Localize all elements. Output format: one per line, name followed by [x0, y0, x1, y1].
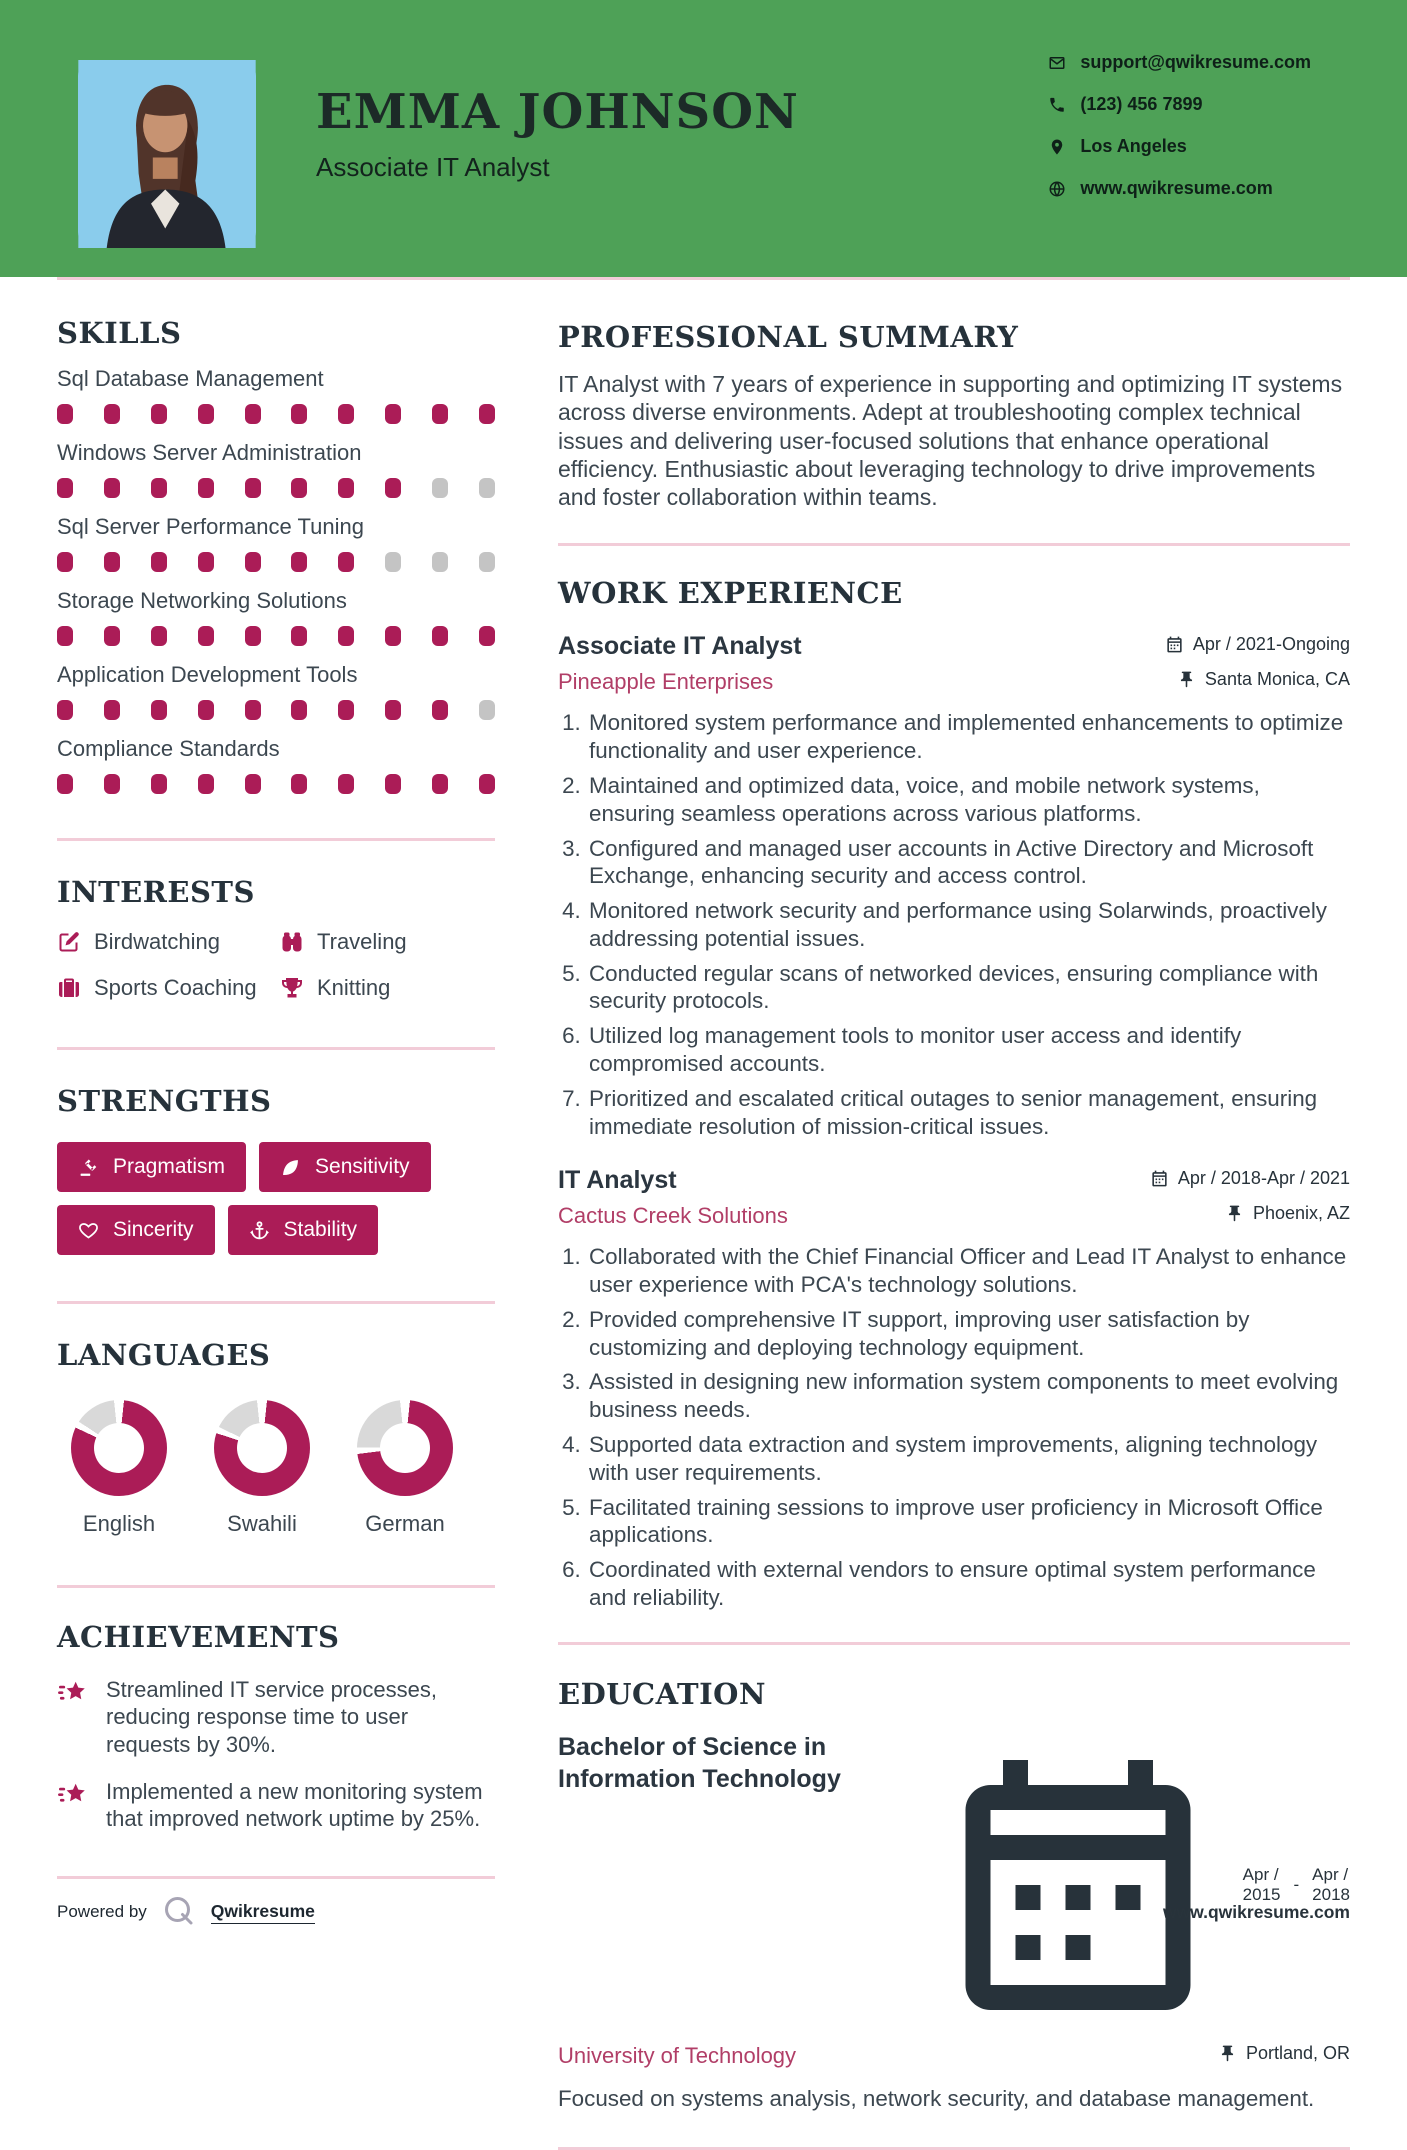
skill-dot-filled — [432, 774, 448, 794]
skill-item — [57, 514, 495, 572]
profile-photo — [78, 60, 256, 248]
job-bullet: 3. Configured and managed user accounts in Active Directory and Microsoft Exchange, enhancing security and access control. — [587, 835, 1350, 891]
language-donut-chart — [214, 1400, 310, 1496]
strength-badges — [57, 1142, 495, 1255]
languages-heading: LANGUAGES — [57, 1338, 271, 1372]
job-bullet: 7. Prioritized and escalated critical outages to senior management, ensuring immediate resolution of mission-critical issues. — [587, 1085, 1350, 1141]
skill-item — [57, 588, 495, 646]
skill-dot-filled — [338, 700, 354, 720]
job-bullet: 1. Collaborated with the Chief Financial Officer and Lead IT Analyst to enhance user experience with PCA's technology solutions. — [587, 1243, 1350, 1299]
skill-dot-filled — [198, 552, 214, 572]
section-divider — [57, 1876, 495, 1879]
email-icon — [1048, 54, 1066, 72]
interest-item — [57, 975, 280, 1001]
skill-dot-empty — [479, 552, 495, 572]
education-heading: EDUCATION — [558, 1676, 766, 1711]
contact-website-text: www.qwikresume.com — [1080, 178, 1273, 198]
education-header — [558, 1731, 1350, 2035]
skill-dot-filled — [104, 700, 120, 720]
skill-dot-filled — [198, 774, 214, 794]
section-divider — [57, 1301, 495, 1304]
job-bullet: 5. Conducted regular scans of networked devices, ensuring compliance with security protocols. — [587, 960, 1350, 1016]
skill-dot-empty — [385, 552, 401, 572]
job-dates — [1165, 634, 1350, 655]
skill-dot-filled — [479, 404, 495, 424]
skill-dot-filled — [245, 404, 261, 424]
skill-dot-empty — [479, 700, 495, 720]
skill-dot-filled — [57, 552, 73, 572]
skill-rating — [57, 404, 495, 424]
education-location — [1218, 2043, 1350, 2064]
achievement-text: Implemented a new monitoring system that improved network uptime by 25%. — [106, 1778, 483, 1832]
right-column — [558, 280, 1350, 2150]
contact-email[interactable] — [1048, 52, 1311, 73]
skill-dot-filled — [245, 626, 261, 646]
section-divider — [558, 543, 1350, 546]
achievements-heading: ACHIEVEMENTS — [57, 1620, 340, 1654]
skill-dot-filled — [291, 404, 307, 424]
strengths-heading: STRENGTHS — [57, 1084, 272, 1118]
strength-label: Stability — [283, 1218, 358, 1241]
strength-badge — [57, 1142, 246, 1192]
skill-dot-filled — [57, 626, 73, 646]
job-bullet: 5. Facilitated training sessions to improve user proficiency in Microsoft Office applications. — [587, 1494, 1350, 1550]
person-name: EMMA JOHNSON — [316, 84, 799, 140]
powered-by-block — [57, 1893, 315, 1931]
skill-name: Compliance Standards — [57, 736, 280, 761]
skill-dot-filled — [245, 552, 261, 572]
skill-dot-filled — [151, 700, 167, 720]
achievement-text: Streamlined IT service processes, reducing response time to user requests by 30%. — [106, 1677, 437, 1757]
job-bullet: 6. Utilized log management tools to monitor user access and identify compromised accounts. — [587, 1022, 1350, 1078]
degree-title: Bachelor of Science in Information Technology — [558, 1732, 841, 1794]
job-location-text: Phoenix, AZ — [1252, 1203, 1350, 1224]
skill-dot-filled — [198, 478, 214, 498]
pushpin-icon — [1177, 670, 1196, 689]
language-item — [71, 1400, 167, 1537]
skill-dot-filled — [338, 552, 354, 572]
interest-label: Sports Coaching — [94, 975, 257, 1000]
skill-dot-filled — [57, 404, 73, 424]
language-item — [357, 1400, 453, 1537]
qwikresume-logo-icon — [160, 1893, 198, 1931]
skill-dot-filled — [151, 774, 167, 794]
job-entry — [558, 1166, 1350, 1611]
language-label: German — [365, 1511, 445, 1536]
skill-item — [57, 440, 495, 498]
education-start-month: Apr / — [1242, 1864, 1279, 1884]
achievement-item — [57, 1778, 495, 1833]
skill-dot-filled — [245, 700, 261, 720]
contact-email-text: support@qwikresume.com — [1080, 52, 1311, 72]
qwikresume-brand-link[interactable]: Qwikresume — [211, 1901, 315, 1924]
header-band — [0, 0, 1407, 277]
summary-text: IT Analyst with 7 years of experience in supporting and optimizing IT systems across diverse environments. Adept at troubleshooting complex technical issues and delivering user-focused solutions that enhance operational efficiency. Enthusiastic about leveraging technology to drive improvements and foster collaboration within teams. — [558, 371, 1343, 511]
achievement-list — [57, 1676, 495, 1832]
pencil-square-icon — [57, 930, 81, 954]
skill-dot-filled — [291, 700, 307, 720]
globe-icon — [1048, 180, 1066, 198]
contact-phone — [1048, 94, 1311, 115]
company-name: Pineapple Enterprises — [558, 669, 774, 695]
languages-section — [57, 1338, 495, 1537]
skill-dot-filled — [385, 404, 401, 424]
job-bullet: 2. Maintained and optimized data, voice, and mobile network systems, ensuring seamless operations across various platforms. — [587, 772, 1350, 828]
skill-dot-filled — [151, 626, 167, 646]
skill-dot-filled — [104, 774, 120, 794]
achievement-item — [57, 1676, 495, 1758]
calendar-icon — [928, 1735, 1228, 2035]
skill-dot-filled — [385, 478, 401, 498]
interest-item — [57, 929, 280, 955]
skills-section — [57, 316, 495, 794]
language-donut-chart — [71, 1400, 167, 1496]
language-label: Swahili — [227, 1511, 297, 1536]
section-divider — [57, 1047, 495, 1050]
briefcase-icon — [57, 976, 81, 1000]
skill-rating — [57, 626, 495, 646]
company-name: Cactus Creek Solutions — [558, 1203, 788, 1229]
interest-label: Birdwatching — [94, 929, 220, 954]
interest-label: Traveling — [317, 929, 407, 954]
skill-name: Sql Database Management — [57, 366, 324, 391]
experience-section — [558, 576, 1350, 1611]
interest-label: Knitting — [317, 975, 391, 1000]
skill-dot-filled — [104, 552, 120, 572]
shooting-star-icon — [57, 1678, 89, 1710]
skill-rating — [57, 700, 495, 720]
language-charts — [57, 1400, 495, 1537]
education-dates — [928, 1735, 1350, 2035]
job-location — [1225, 1203, 1350, 1224]
calendar-icon — [1165, 635, 1184, 654]
job-bullet: 2. Provided comprehensive IT support, improving user satisfaction by customizing and deploying technology equipment. — [587, 1306, 1350, 1362]
job-bullet: 4. Supported data extraction and system improvements, aligning technology with user requirements. — [587, 1431, 1350, 1487]
summary-heading: PROFESSIONAL SUMMARY — [558, 320, 1019, 354]
job-bullet: 1. Monitored system performance and implemented enhancements to optimize functionality and user experience. — [587, 709, 1350, 765]
skill-dot-filled — [57, 478, 73, 498]
location-icon — [1048, 138, 1066, 156]
skill-dot-filled — [245, 774, 261, 794]
achievements-section — [57, 1620, 495, 1832]
skill-dot-filled — [151, 552, 167, 572]
job-date-text: Apr / 2021-Ongoing — [1192, 634, 1350, 655]
skill-dot-filled — [338, 478, 354, 498]
skill-name: Windows Server Administration — [57, 440, 362, 465]
job-company-row — [558, 1203, 1350, 1229]
interest-item — [280, 975, 495, 1001]
phone-icon — [1048, 96, 1066, 114]
strength-badge — [57, 1205, 215, 1255]
job-bullet-list — [558, 1243, 1350, 1611]
calendar-icon — [1150, 1169, 1169, 1188]
skill-dot-filled — [104, 626, 120, 646]
skill-dot-filled — [291, 774, 307, 794]
pushpin-icon — [1218, 2044, 1237, 2063]
skill-name: Application Development Tools — [57, 662, 358, 687]
education-start-year: 2015 — [1242, 1884, 1281, 1904]
strength-label: Sincerity — [113, 1218, 194, 1241]
skill-dot-filled — [385, 774, 401, 794]
pushpin-icon — [1225, 1204, 1244, 1223]
anchor-icon — [249, 1220, 270, 1241]
skill-dot-filled — [57, 700, 73, 720]
skill-dot-filled — [338, 626, 354, 646]
strength-badge — [259, 1142, 431, 1192]
job-bullet-list — [558, 709, 1350, 1140]
experience-heading: WORK EXPERIENCE — [558, 576, 903, 611]
skill-dot-filled — [385, 700, 401, 720]
education-location-text: Portland, OR — [1245, 2042, 1350, 2063]
skill-dot-filled — [57, 774, 73, 794]
job-bullet: 3. Assisted in designing new information system components to meet evolving business needs. — [587, 1368, 1350, 1424]
trophy-icon — [280, 976, 304, 1000]
skill-dot-filled — [432, 626, 448, 646]
leaf-icon — [280, 1157, 301, 1178]
strength-label: Sensitivity — [315, 1155, 410, 1178]
skill-dot-filled — [432, 700, 448, 720]
page-footer — [57, 1893, 1350, 1931]
heart-icon — [78, 1220, 99, 1241]
education-end-month: Apr / — [1312, 1864, 1349, 1884]
skill-item — [57, 736, 495, 794]
skill-rating — [57, 552, 495, 572]
skill-dot-filled — [291, 552, 307, 572]
job-title: Associate IT Analyst — [558, 632, 802, 661]
skill-dot-filled — [338, 774, 354, 794]
skill-dot-empty — [432, 552, 448, 572]
identity-block — [316, 84, 799, 277]
skill-dot-filled — [479, 626, 495, 646]
language-donut-chart — [357, 1400, 453, 1496]
skill-rating — [57, 774, 495, 794]
job-header — [558, 1166, 1350, 1195]
skill-dot-filled — [291, 626, 307, 646]
job-dates — [1150, 1168, 1350, 1189]
job-location-text: Santa Monica, CA — [1204, 669, 1350, 690]
job-title: IT Analyst — [558, 1166, 677, 1195]
job-location — [1177, 669, 1350, 690]
job-header — [558, 632, 1350, 661]
skill-dot-filled — [338, 404, 354, 424]
skill-dot-filled — [104, 478, 120, 498]
skill-dot-filled — [291, 478, 307, 498]
skill-dot-filled — [479, 774, 495, 794]
contact-phone-text: (123) 456 7899 — [1080, 94, 1203, 114]
section-divider — [558, 2147, 1350, 2150]
interests-heading: INTERESTS — [57, 875, 255, 909]
skill-dot-filled — [432, 404, 448, 424]
skill-dot-filled — [198, 626, 214, 646]
summary-section — [558, 320, 1350, 511]
skill-dot-filled — [151, 478, 167, 498]
language-label: English — [82, 1511, 156, 1536]
skill-item — [57, 366, 495, 424]
interests-section — [57, 875, 495, 1001]
job-bullet: 6. Coordinated with external vendors to ensure optimal system performance and reliability. — [587, 1556, 1350, 1612]
language-item — [214, 1400, 310, 1537]
education-school-row — [558, 2043, 1350, 2069]
powered-by-label: Powered by — [57, 1902, 147, 1921]
job-date-text: Apr / 2018-Apr / 2021 — [1177, 1168, 1350, 1189]
contact-location-text: Los Angeles — [1080, 136, 1187, 156]
skill-dot-filled — [104, 404, 120, 424]
skill-item — [57, 662, 495, 720]
skill-dot-filled — [151, 404, 167, 424]
strength-label: Pragmatism — [113, 1155, 226, 1178]
section-divider — [57, 1585, 495, 1588]
skills-heading: SKILLS — [57, 316, 182, 350]
education-end-year: 2018 — [1312, 1884, 1350, 1904]
content-columns — [0, 280, 1407, 2150]
skill-dot-empty — [432, 478, 448, 498]
contact-location — [1048, 136, 1311, 157]
left-column — [57, 280, 495, 2150]
skill-name: Storage Networking Solutions — [57, 588, 347, 613]
interests-grid — [57, 929, 495, 1001]
interest-item — [280, 929, 495, 955]
gavel-icon — [78, 1157, 99, 1178]
skill-dot-filled — [385, 626, 401, 646]
profile-photo-illustration — [78, 60, 256, 248]
skill-dot-filled — [198, 404, 214, 424]
section-divider — [57, 838, 495, 841]
skill-dot-filled — [245, 478, 261, 498]
strength-badge — [228, 1205, 379, 1255]
education-date-separator: - — [1293, 1874, 1300, 1894]
section-divider — [558, 1642, 1350, 1645]
skill-dot-empty — [479, 478, 495, 498]
person-title: Associate IT Analyst — [316, 152, 550, 182]
education-description: Focused on systems analysis, network security, and database management. — [558, 2085, 1315, 2111]
strengths-section — [57, 1084, 495, 1255]
school-name: University of Technology — [558, 2042, 797, 2068]
skill-dot-filled — [198, 700, 214, 720]
footer-website-link[interactable]: www.qwikresume.com — [1162, 1901, 1350, 1922]
skill-name: Sql Server Performance Tuning — [57, 514, 364, 539]
job-bullet: 4. Monitored network security and performance using Solarwinds, proactively addressing potential issues. — [587, 897, 1350, 953]
skill-rating — [57, 478, 495, 498]
binoculars-icon — [280, 930, 304, 954]
job-entry — [558, 632, 1350, 1140]
contact-list — [1048, 0, 1311, 277]
contact-website[interactable] — [1048, 178, 1311, 199]
shooting-star-icon — [57, 1780, 89, 1812]
job-company-row — [558, 669, 1350, 695]
